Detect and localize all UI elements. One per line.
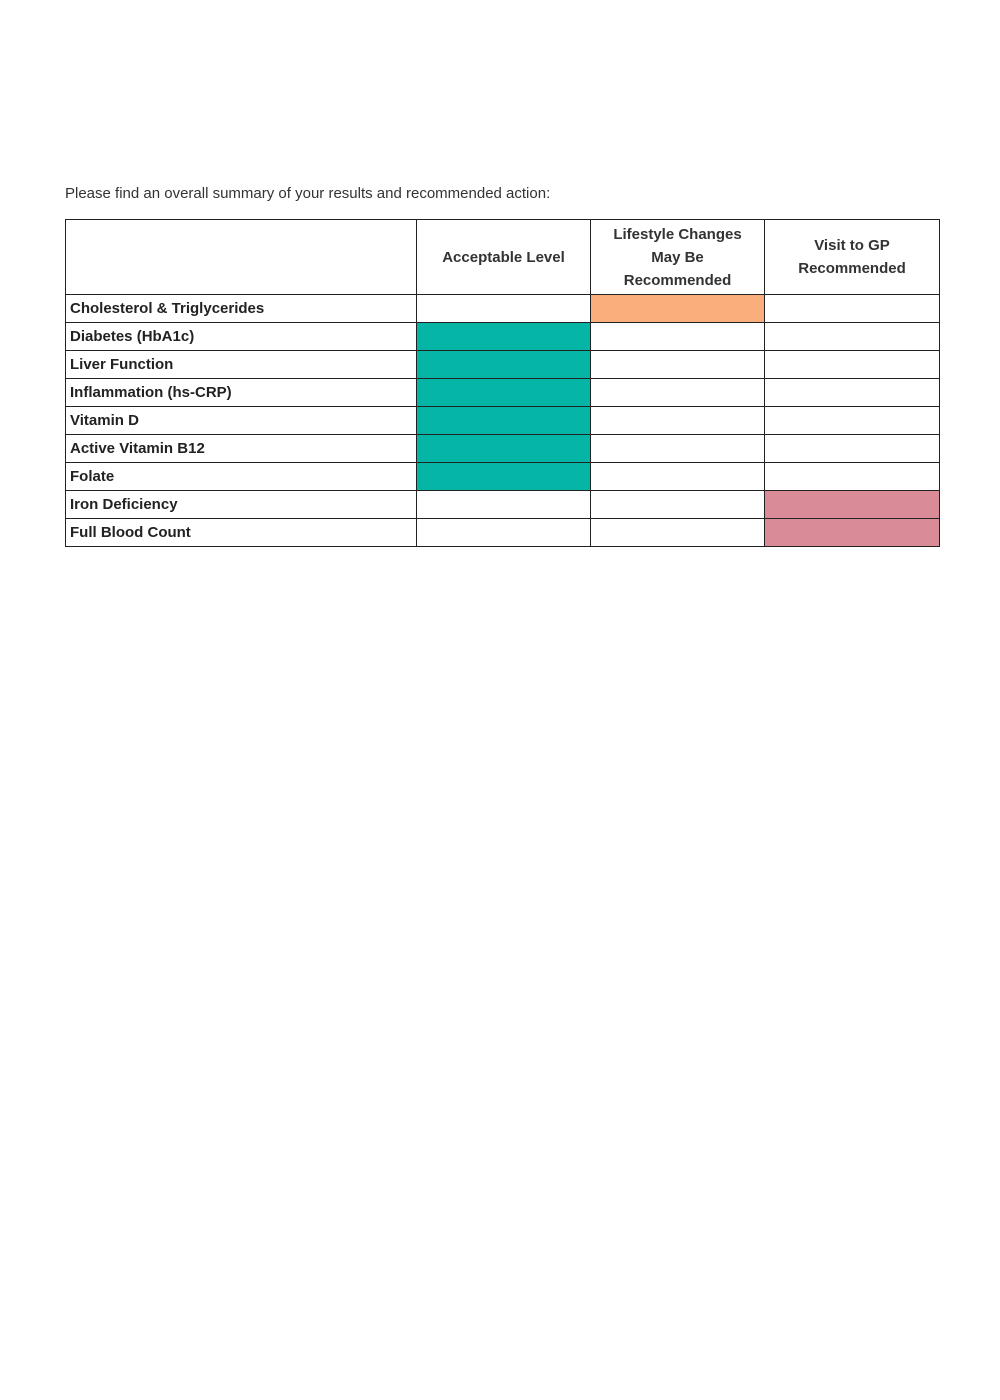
row-label: Liver Function — [66, 351, 417, 379]
status-cell-lifestyle — [591, 491, 765, 519]
status-cell-gp — [765, 379, 940, 407]
status-cell-lifestyle — [591, 379, 765, 407]
status-cell-gp-filled — [765, 491, 940, 519]
status-cell-gp — [765, 463, 940, 491]
status-cell-acceptable-filled — [417, 407, 591, 435]
intro-text: Please find an overall summary of your results and recommended action: — [65, 185, 551, 202]
row-label: Diabetes (HbA1c) — [66, 323, 417, 351]
header-visit-gp: Visit to GP Recommended — [765, 220, 940, 295]
header-acceptable-level: Acceptable Level — [417, 220, 591, 295]
status-cell-lifestyle — [591, 435, 765, 463]
status-cell-acceptable-filled — [417, 379, 591, 407]
status-cell-acceptable — [417, 491, 591, 519]
table-row — [66, 351, 940, 379]
status-cell-gp — [765, 351, 940, 379]
status-cell-gp — [765, 323, 940, 351]
table-body — [66, 295, 940, 547]
status-cell-lifestyle-filled — [591, 295, 765, 323]
table-row — [66, 295, 940, 323]
header-lifestyle-changes: Lifestyle Changes May Be Recommended — [591, 220, 765, 295]
status-cell-acceptable — [417, 519, 591, 547]
table-row — [66, 407, 940, 435]
table-row — [66, 323, 940, 351]
row-label: Folate — [66, 463, 417, 491]
row-label: Active Vitamin B12 — [66, 435, 417, 463]
header-empty-cell — [66, 220, 417, 295]
status-cell-acceptable-filled — [417, 463, 591, 491]
status-cell-acceptable-filled — [417, 323, 591, 351]
status-cell-lifestyle — [591, 323, 765, 351]
table-row — [66, 491, 940, 519]
row-label: Vitamin D — [66, 407, 417, 435]
status-cell-gp — [765, 295, 940, 323]
row-label: Inflammation (hs-CRP) — [66, 379, 417, 407]
table-row — [66, 519, 940, 547]
table-row — [66, 463, 940, 491]
status-cell-gp-filled — [765, 519, 940, 547]
status-cell-lifestyle — [591, 519, 765, 547]
status-cell-lifestyle — [591, 463, 765, 491]
status-cell-gp — [765, 407, 940, 435]
row-label: Iron Deficiency — [66, 491, 417, 519]
status-cell-acceptable-filled — [417, 351, 591, 379]
table-row — [66, 435, 940, 463]
results-summary-table — [65, 219, 940, 547]
status-cell-acceptable — [417, 295, 591, 323]
row-label: Cholesterol & Triglycerides — [66, 295, 417, 323]
row-label: Full Blood Count — [66, 519, 417, 547]
status-cell-gp — [765, 435, 940, 463]
status-cell-acceptable-filled — [417, 435, 591, 463]
status-cell-lifestyle — [591, 407, 765, 435]
table-row — [66, 379, 940, 407]
table-header-row — [66, 220, 940, 295]
status-cell-lifestyle — [591, 351, 765, 379]
